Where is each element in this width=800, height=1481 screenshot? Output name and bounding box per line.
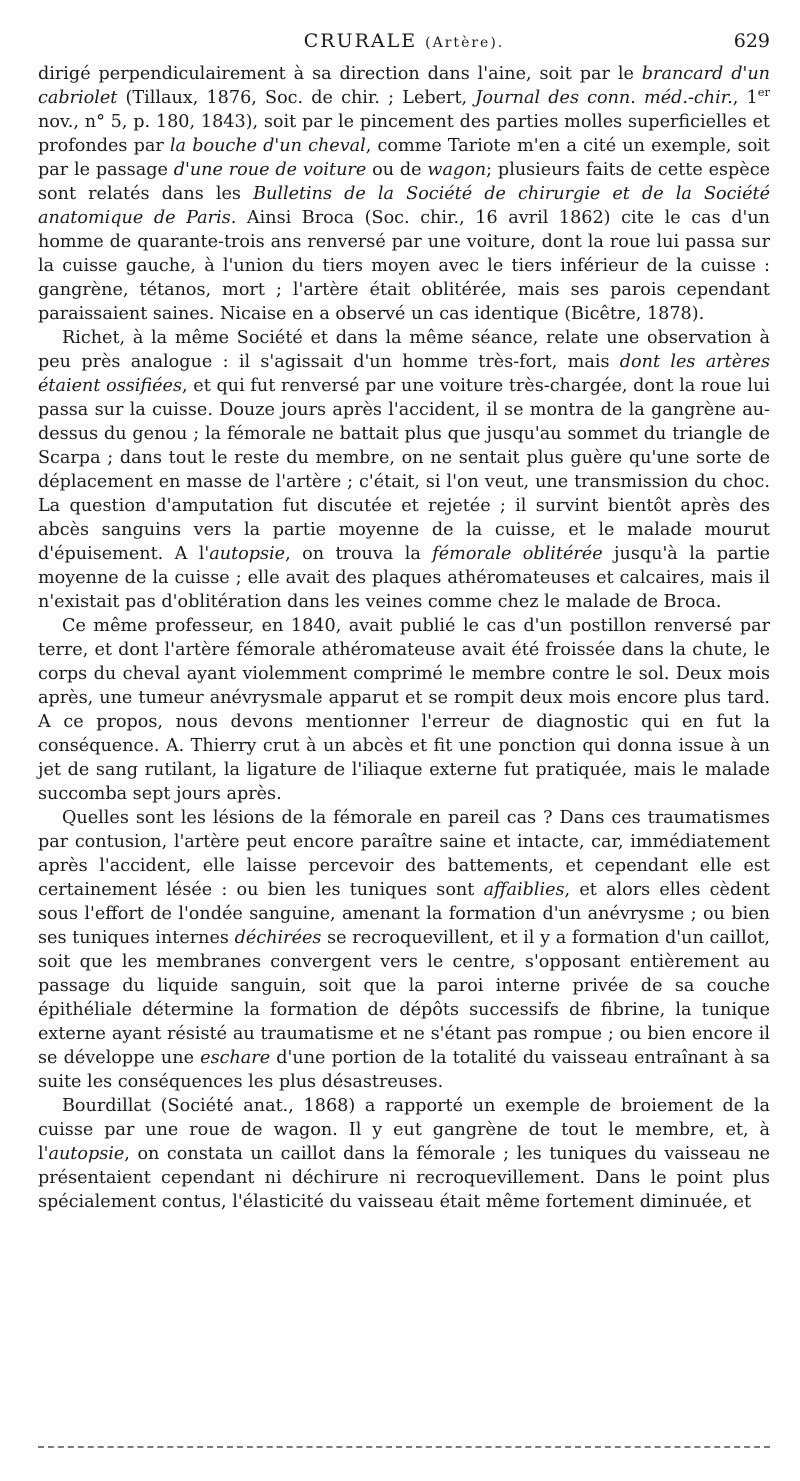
paragraph-2: Richet, à la même Société et dans la même séance, relate une observation à peu près analogue : il s'agissait d'un homme très-fort, mais dont les artères étaient ossifiées, et qui fut renversé par une voiture très-chargée, dont la roue lui passa sur la cuisse. Douze jours après l'accident, il se montra de la gangrène au-dessus du genou ; la fémorale ne battait plus que jusqu'au sommet du triangle de Scarpa ; dans tout le reste du membre, on ne sentait plus guère qu'une sorte de déplacement en masse de l'artère ; c'était, si l'on veut, une transmission du choc. La question d'amputation fut discutée et rejetée ; il survint bientôt après des abcès sanguins vers la partie moyenne de la cuisse, et le malade mourut d'épuisement. A l'autopsie, on trouva la fémorale oblitérée jusqu'à la partie moyenne de la cuisse ; elle avait des plaques athéromateuses et calcaires, mais il n'existait pas d'oblitération dans les veines comme chez le malade de Broca. bbox=[38, 328, 770, 612]
paragraph-3: Ce même professeur, en 1840, avait publié le cas d'un postillon renversé par terre, et dont l'artère fémorale athéromateuse avait été froissée dans la chute, le corps du cheval ayant violemment comprimé le membre contre le sol. Deux mois après, une tumeur anévrysmale apparut et se rompit deux mois encore plus tard. A ce propos, nous devons mentionner l'erreur de diagnostic qui en fut la conséquence. A. Thierry crut à un abcès et fit une ponction qui donna issue à un jet de sang rutilant, la ligature de l'iliaque externe fut pratiquée, mais le malade succomba sept jours après. bbox=[38, 616, 770, 804]
paragraph-4: Quelles sont les lésions de la fémorale en pareil cas ? Dans ces traumatismes par contusion, l'artère peut encore paraître saine et intacte, car, immédiatement après l'accident, elle laisse percevoir des battements, et cependant elle est certainement lésée : ou bien les tuniques sont affaiblies, et alors elles cèdent sous l'effort de l'ondée sanguine, amenant la formation d'un anévrysme ; ou bien ses tuniques internes déchirées se recroquevillent, et il y a formation d'un caillot, soit que les membranes convergent vers le centre, s'opposant entièrement au passage du liquide sanguin, soit que la paroi interne privée de sa couche épithéliale détermine la formation de dépôts successifs de fibrine, la tunique externe ayant résisté au traumatisme et ne s'étant pas rompue ; ou bien encore il se développe une eschare d'une portion de la totalité du vaisseau entraînant à sa suite les conséquences les plus désastreuses. bbox=[38, 808, 771, 1092]
paragraph-5: Bourdillat (Société anat., 1868) a rapporté un exemple de broiement de la cuisse par une roue de wagon. Il y eut gangrène de tout le membre, et, à l'autopsie, on constata un caillot dans la fémorale ; les tuniques du vaisseau ne présentaient cependant ni déchirure ni recroquevillement. Dans le point plus spécialement contus, l'élasticité du vaisseau était même fortement diminuée, et bbox=[38, 1096, 770, 1212]
body-text bbox=[38, 62, 770, 1214]
running-header bbox=[38, 30, 770, 60]
running-title bbox=[38, 30, 770, 52]
page-number: 629 bbox=[733, 30, 770, 52]
running-title-main: CRURALE bbox=[303, 30, 418, 52]
running-title-sub: (Artère). bbox=[425, 35, 505, 51]
paragraph-1: dirigé perpendiculairement à sa direction dans l'aine, soit par le brancard d'un cabriolet (Tillaux, 1876, Soc. de chir. ; Lebert, Journal des conn. méd.-chir., 1er nov., n° 5, p. 180, 1843), soit par le pincement des parties molles superficielles et profondes par la bouche d'un cheval, comme Tariote m'en a cité un exemple, soit par le passage d'une roue de voiture ou de wagon; plusieurs faits de cette espèce sont relatés dans les Bulletins de la Société de chirurgie et de la Société anatomique de Paris. Ainsi Broca (Soc. chir., 16 avril 1862) cite le cas d'un homme de quarante-trois ans renversé par une voiture, dont la roue lui passa sur la cuisse gauche, à l'union du tiers moyen avec le tiers inférieur de la cuisse : gangrène, tétanos, mort ; l'artère était oblitérée, mais ses parois cependant paraissaient saines. Nicaise en a observé un cas identique (Bicêtre, 1878). bbox=[38, 64, 771, 324]
footer-dashed-rule bbox=[38, 1446, 770, 1448]
